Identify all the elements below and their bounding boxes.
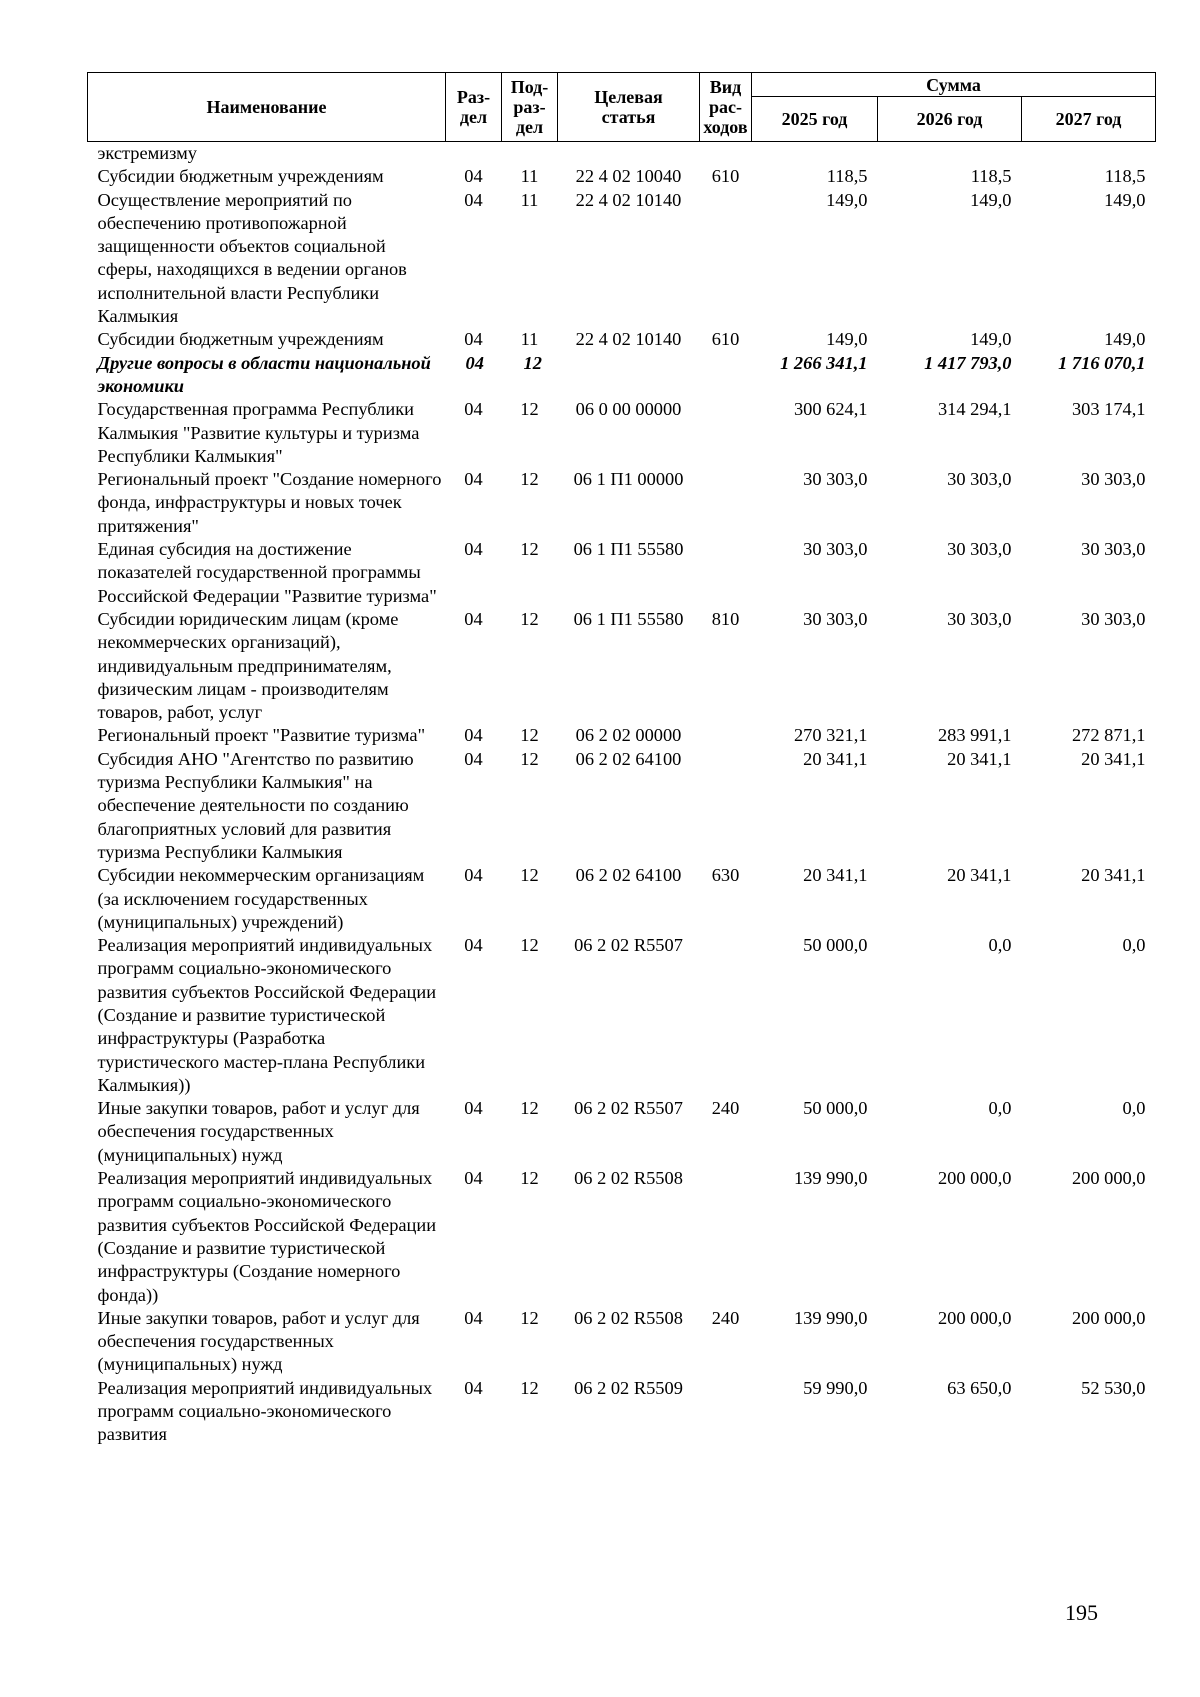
table-row xyxy=(88,189,1156,329)
header-vid-label: Вид рас- ходов xyxy=(703,77,748,137)
row-sum-2025: 30 303,0 xyxy=(803,539,868,560)
row-vid: 610 xyxy=(711,166,740,187)
row-sum-2027: 30 303,0 xyxy=(1081,608,1146,629)
row-vid: 610 xyxy=(711,329,740,350)
row-celevaya: 06 2 02 64100 xyxy=(575,748,682,769)
row-vid xyxy=(700,189,752,329)
row-podrazdel: 12 xyxy=(520,469,539,490)
row-sum-2025: 139 990,0 xyxy=(793,1307,868,1328)
row-name: экстремизму xyxy=(97,143,197,163)
row-celevaya: 06 1 П1 00000 xyxy=(573,469,684,490)
row-razdel: 04 xyxy=(464,329,483,350)
row-podrazdel: 12 xyxy=(520,1377,539,1398)
row-celevaya xyxy=(558,352,700,399)
row-sum-2025: 30 303,0 xyxy=(803,469,868,490)
row-celevaya: 06 2 02 64100 xyxy=(575,865,682,886)
row-vid xyxy=(700,748,752,864)
row-sum-2026: 314 294,1 xyxy=(937,399,1012,420)
table-row xyxy=(88,468,1156,538)
table-row xyxy=(88,165,1156,188)
row-name: Государственная программа Республики Калмыкия "Развитие культуры и туризма Республики Калмыкия" xyxy=(97,399,420,466)
row-vid: 240 xyxy=(711,1307,740,1328)
row-sum-2026: 200 000,0 xyxy=(937,1307,1012,1328)
row-sum-2027: 30 303,0 xyxy=(1081,469,1146,490)
budget-page xyxy=(87,72,1155,1447)
row-sum-2025: 30 303,0 xyxy=(803,608,868,629)
row-sum-2027: 200 000,0 xyxy=(1071,1168,1146,1189)
budget-table xyxy=(87,72,1156,1447)
row-sum-2025: 149,0 xyxy=(826,189,868,210)
row-podrazdel: 12 xyxy=(520,865,539,886)
row-vid xyxy=(700,468,752,538)
row-sum-2026: 283 991,1 xyxy=(937,725,1012,746)
row-name: Субсидии некоммерческим организациям (за исключением государственных (муниципальных) учреждений) xyxy=(97,865,425,932)
header-razdel-label: Раз- дел xyxy=(456,87,491,127)
header-2027-label: 2027 год xyxy=(1055,109,1122,129)
row-vid xyxy=(700,398,752,468)
header-vid xyxy=(700,73,752,142)
row-sum-2026: 63 650,0 xyxy=(947,1377,1012,1398)
row-vid: 240 xyxy=(711,1098,740,1119)
header-celevaya xyxy=(558,73,700,142)
row-vid xyxy=(700,1377,752,1447)
table-body xyxy=(88,142,1156,1447)
row-name: Реализация мероприятий индивидуальных программ социально-экономического развития субъектов Российской Федерации (Создание и развитие туристической инфраструктуры (Создание номерного фонда)) xyxy=(97,1168,437,1305)
header-name-label: Наименование xyxy=(206,97,327,117)
row-vid xyxy=(700,142,752,166)
row-sum-2025: 139 990,0 xyxy=(793,1168,868,1189)
row-name: Иные закупки товаров, работ и услуг для обеспечения государственных (муниципальных) нужд xyxy=(97,1098,420,1165)
row-vid: 810 xyxy=(711,608,740,629)
table-row xyxy=(88,724,1156,747)
row-sum-2025: 50 000,0 xyxy=(803,1098,868,1119)
row-sum-2027: 0,0 xyxy=(1122,1098,1146,1119)
row-razdel xyxy=(446,142,502,166)
row-celevaya: 06 2 02 R5509 xyxy=(574,1377,683,1398)
row-sum-2027: 52 530,0 xyxy=(1081,1377,1146,1398)
row-name: Региональный проект "Развитие туризма" xyxy=(97,725,426,746)
row-sum-2025: 118,5 xyxy=(826,166,868,187)
row-celevaya xyxy=(558,142,700,166)
row-sum-2027: 0,0 xyxy=(1122,935,1146,956)
row-sum-2026 xyxy=(878,142,1022,166)
row-sum-2025: 59 990,0 xyxy=(803,1377,868,1398)
row-celevaya: 06 2 02 00000 xyxy=(575,725,682,746)
row-sum-2026: 149,0 xyxy=(970,329,1012,350)
row-sum-2026: 20 341,1 xyxy=(947,865,1012,886)
header-name xyxy=(88,73,446,142)
row-vid: 630 xyxy=(711,865,740,886)
row-sum-2026: 30 303,0 xyxy=(947,539,1012,560)
row-podrazdel: 11 xyxy=(520,329,539,350)
row-razdel: 04 xyxy=(464,399,483,420)
row-razdel: 04 xyxy=(464,1307,483,1328)
header-2025-label: 2025 год xyxy=(781,109,848,129)
row-razdel: 04 xyxy=(465,352,484,373)
row-celevaya: 06 1 П1 55580 xyxy=(573,539,684,560)
row-razdel: 04 xyxy=(464,748,483,769)
row-sum-2025: 20 341,1 xyxy=(803,748,868,769)
row-celevaya: 22 4 02 10140 xyxy=(575,329,682,350)
row-podrazdel: 12 xyxy=(520,725,539,746)
row-name: Осуществление мероприятий по обеспечению противопожарной защищенности объектов социальной сферы, находящихся в ведении органов исполнительной власти Республики Калмыкия xyxy=(97,189,407,327)
row-sum-2025 xyxy=(752,142,878,166)
row-podrazdel: 12 xyxy=(523,352,542,373)
row-razdel: 04 xyxy=(464,865,483,886)
row-razdel: 04 xyxy=(464,1168,483,1189)
row-sum-2027: 149,0 xyxy=(1104,189,1146,210)
table-row xyxy=(88,328,1156,351)
header-summa-label: Сумма xyxy=(926,74,981,95)
row-razdel: 04 xyxy=(464,166,483,187)
table-row xyxy=(88,748,1156,864)
header-2026 xyxy=(878,97,1022,142)
row-name: Иные закупки товаров, работ и услуг для обеспечения государственных (муниципальных) нужд xyxy=(97,1307,420,1375)
row-sum-2026: 149,0 xyxy=(970,189,1012,210)
row-podrazdel: 12 xyxy=(520,539,539,560)
row-sum-2027: 1 716 070,1 xyxy=(1058,352,1146,373)
row-sum-2026: 20 341,1 xyxy=(947,748,1012,769)
row-celevaya: 06 2 02 R5507 xyxy=(574,1098,683,1119)
table-row xyxy=(88,864,1156,934)
row-vid xyxy=(700,352,752,399)
row-podrazdel: 12 xyxy=(520,935,539,956)
row-name: Субсидии юридическим лицам (кроме некоммерческих организаций), индивидуальным предпринимателям, физическим лицам - производителям товаров, работ, услуг xyxy=(97,608,399,723)
row-podrazdel xyxy=(502,142,558,166)
row-name: Субсидия АНО "Агентство по развитию туризма Республики Калмыкия" на обеспечение деятельности по созданию благоприятных условий для развития туризма Республики Калмыкия xyxy=(97,748,414,862)
row-sum-2025: 1 266 341,1 xyxy=(780,352,868,373)
row-sum-2027: 118,5 xyxy=(1104,166,1146,187)
row-podrazdel: 11 xyxy=(520,189,539,210)
row-sum-2027: 200 000,0 xyxy=(1071,1307,1146,1328)
row-podrazdel: 12 xyxy=(520,1307,539,1328)
row-podrazdel: 12 xyxy=(520,748,539,769)
row-sum-2027: 272 871,1 xyxy=(1071,725,1146,746)
row-sum-2026: 30 303,0 xyxy=(947,608,1012,629)
row-sum-2025: 50 000,0 xyxy=(803,935,868,956)
table-row xyxy=(88,934,1156,1097)
table-row xyxy=(88,1307,1156,1377)
header-2027 xyxy=(1022,97,1156,142)
table-row xyxy=(88,608,1156,724)
row-name: Субсидии бюджетным учреждениям xyxy=(97,166,384,187)
row-sum-2026: 0,0 xyxy=(988,1098,1012,1119)
row-celevaya: 06 0 00 00000 xyxy=(575,399,682,420)
row-razdel: 04 xyxy=(464,1377,483,1398)
row-sum-2026: 118,5 xyxy=(970,166,1012,187)
row-name: Другие вопросы в области национальной экономики xyxy=(97,352,431,396)
row-podrazdel: 12 xyxy=(520,1098,539,1119)
row-name: Субсидии бюджетным учреждениям xyxy=(97,329,384,350)
table-row xyxy=(88,1097,1156,1167)
row-celevaya: 22 4 02 10140 xyxy=(575,189,682,210)
table-row xyxy=(88,1377,1156,1447)
page-number: 195 xyxy=(1065,1600,1098,1625)
row-sum-2025: 149,0 xyxy=(826,329,868,350)
row-sum-2027: 20 341,1 xyxy=(1081,865,1146,886)
row-name: Реализация мероприятий индивидуальных программ социально-экономического развития субъектов Российской Федерации (Создание и развитие туристической инфраструктуры (Разработка туристического мастер-плана Республики Калмыкия)) xyxy=(97,935,437,1095)
row-celevaya: 06 2 02 R5508 xyxy=(574,1307,683,1328)
row-razdel: 04 xyxy=(464,1098,483,1119)
row-razdel: 04 xyxy=(464,608,483,629)
row-celevaya: 06 2 02 R5507 xyxy=(574,935,683,956)
row-celevaya: 06 2 02 R5508 xyxy=(574,1168,683,1189)
row-razdel: 04 xyxy=(464,469,483,490)
row-podrazdel: 12 xyxy=(520,608,539,629)
row-vid xyxy=(700,1167,752,1307)
table-row xyxy=(88,142,1156,166)
table-row xyxy=(88,538,1156,608)
row-razdel: 04 xyxy=(464,189,483,210)
row-razdel: 04 xyxy=(464,539,483,560)
row-vid xyxy=(700,724,752,747)
row-name: Единая субсидия на достижение показателей государственной программы Российской Федерации "Развитие туризма" xyxy=(97,539,437,606)
row-name: Реализация мероприятий индивидуальных программ социально-экономического развития xyxy=(97,1377,433,1445)
row-sum-2025: 270 321,1 xyxy=(793,725,868,746)
row-podrazdel: 12 xyxy=(520,1168,539,1189)
row-sum-2026: 1 417 793,0 xyxy=(924,352,1012,373)
row-sum-2026: 30 303,0 xyxy=(947,469,1012,490)
row-sum-2025: 300 624,1 xyxy=(793,399,868,420)
row-razdel: 04 xyxy=(464,935,483,956)
header-2025 xyxy=(752,97,878,142)
row-podrazdel: 12 xyxy=(520,399,539,420)
row-sum-2026: 0,0 xyxy=(988,935,1012,956)
row-vid xyxy=(700,934,752,1097)
row-sum-2026: 200 000,0 xyxy=(937,1168,1012,1189)
row-celevaya: 22 4 02 10040 xyxy=(575,166,682,187)
row-sum-2027: 30 303,0 xyxy=(1081,539,1146,560)
row-vid xyxy=(700,538,752,608)
row-sum-2027: 303 174,1 xyxy=(1071,399,1146,420)
header-summa xyxy=(752,73,1156,97)
header-razdel xyxy=(446,73,502,142)
row-sum-2027: 20 341,1 xyxy=(1081,748,1146,769)
row-sum-2027: 149,0 xyxy=(1104,329,1146,350)
row-name: Региональный проект "Создание номерного фонда, инфраструктуры и новых точек притяжения" xyxy=(97,469,442,536)
table-row xyxy=(88,1167,1156,1307)
table-row xyxy=(88,352,1156,399)
header-podrazdel-label: Под- раз- дел xyxy=(510,77,549,137)
row-podrazdel: 11 xyxy=(520,166,539,187)
header-podrazdel xyxy=(502,73,558,142)
row-celevaya: 06 1 П1 55580 xyxy=(573,608,684,629)
row-sum-2027 xyxy=(1022,142,1156,166)
header-celevaya-label: Целевая статья xyxy=(594,87,663,127)
table-header xyxy=(88,73,1156,142)
header-2026-label: 2026 год xyxy=(916,109,983,129)
table-row xyxy=(88,398,1156,468)
row-sum-2025: 20 341,1 xyxy=(803,865,868,886)
row-razdel: 04 xyxy=(464,725,483,746)
